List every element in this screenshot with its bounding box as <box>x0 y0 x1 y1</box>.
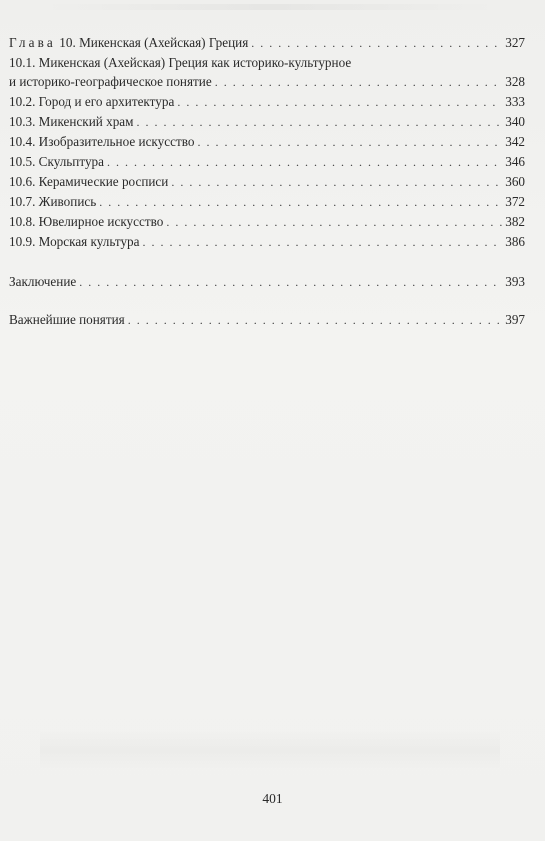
toc-entry <box>9 172 525 192</box>
chapter-title: 10. Микенская (Ахейская) Греция <box>59 35 249 50</box>
toc-entry <box>9 152 525 172</box>
dot-leader <box>166 213 502 232</box>
toc-page-number: 386 <box>505 234 525 249</box>
toc-page-number: 360 <box>505 174 525 189</box>
toc-entry-label-line1: 10.1. Микенская (Ахейская) Греция как историко-культурное <box>9 55 352 70</box>
toc-entry <box>9 132 525 152</box>
toc-entry-label: 10.8. Ювелирное искусство <box>9 214 164 229</box>
toc-chapter-label <box>9 33 248 52</box>
toc-entry-label: 10.2. Город и его архитектура <box>9 94 175 109</box>
dot-leader <box>177 93 502 112</box>
toc-entry-label: 10.4. Изобразительное искусство <box>9 134 195 149</box>
toc-conclusion-entry <box>9 272 525 292</box>
toc-page-number: 327 <box>505 35 525 50</box>
toc-page-number: 397 <box>505 312 525 327</box>
toc-glossary-entry <box>9 310 525 330</box>
dot-leader <box>128 311 502 330</box>
dot-leader <box>251 34 502 53</box>
toc-page-number: 342 <box>505 134 525 149</box>
dot-leader <box>197 133 502 152</box>
toc-entry <box>9 53 525 92</box>
toc-page-number: 346 <box>505 154 525 169</box>
show-through-artifact <box>40 4 500 10</box>
toc-page-number: 333 <box>505 94 525 109</box>
spacer <box>9 292 525 310</box>
dot-leader <box>79 273 502 292</box>
page-number: 401 <box>262 791 283 806</box>
dot-leader <box>137 113 503 132</box>
toc-entry-label: 10.9. Морская культура <box>9 234 140 249</box>
toc-chapter-entry <box>9 33 525 53</box>
toc-entry <box>9 192 525 212</box>
table-of-contents <box>9 33 525 330</box>
toc-page-number: 382 <box>505 214 525 229</box>
toc-entry-label-line2: и историко-географическое понятие <box>9 74 212 89</box>
toc-entry-label: Важнейшие понятия <box>9 312 125 327</box>
toc-entry-label: 10.6. Керамические росписи <box>9 174 169 189</box>
toc-entry <box>9 112 525 132</box>
toc-entry-label: Заключение <box>9 274 77 289</box>
toc-page-number: 372 <box>505 194 525 209</box>
toc-entry-label: 10.5. Скульптура <box>9 154 104 169</box>
chapter-prefix: Глава <box>9 35 56 50</box>
toc-entry-label: 10.3. Микенский храм <box>9 114 134 129</box>
dot-leader <box>99 193 502 212</box>
dot-leader <box>107 153 502 172</box>
dot-leader <box>143 233 503 252</box>
spacer <box>9 252 525 272</box>
toc-page-number: 340 <box>505 114 525 129</box>
dot-leader <box>171 173 502 192</box>
toc-entry-label: 10.7. Живопись <box>9 194 97 209</box>
toc-entry <box>9 212 525 232</box>
toc-entry <box>9 232 525 252</box>
toc-entry <box>9 92 525 112</box>
toc-page-number: 393 <box>505 274 525 289</box>
toc-page-number: 328 <box>505 74 525 89</box>
dot-leader <box>215 73 503 92</box>
show-through-artifact <box>40 730 500 770</box>
